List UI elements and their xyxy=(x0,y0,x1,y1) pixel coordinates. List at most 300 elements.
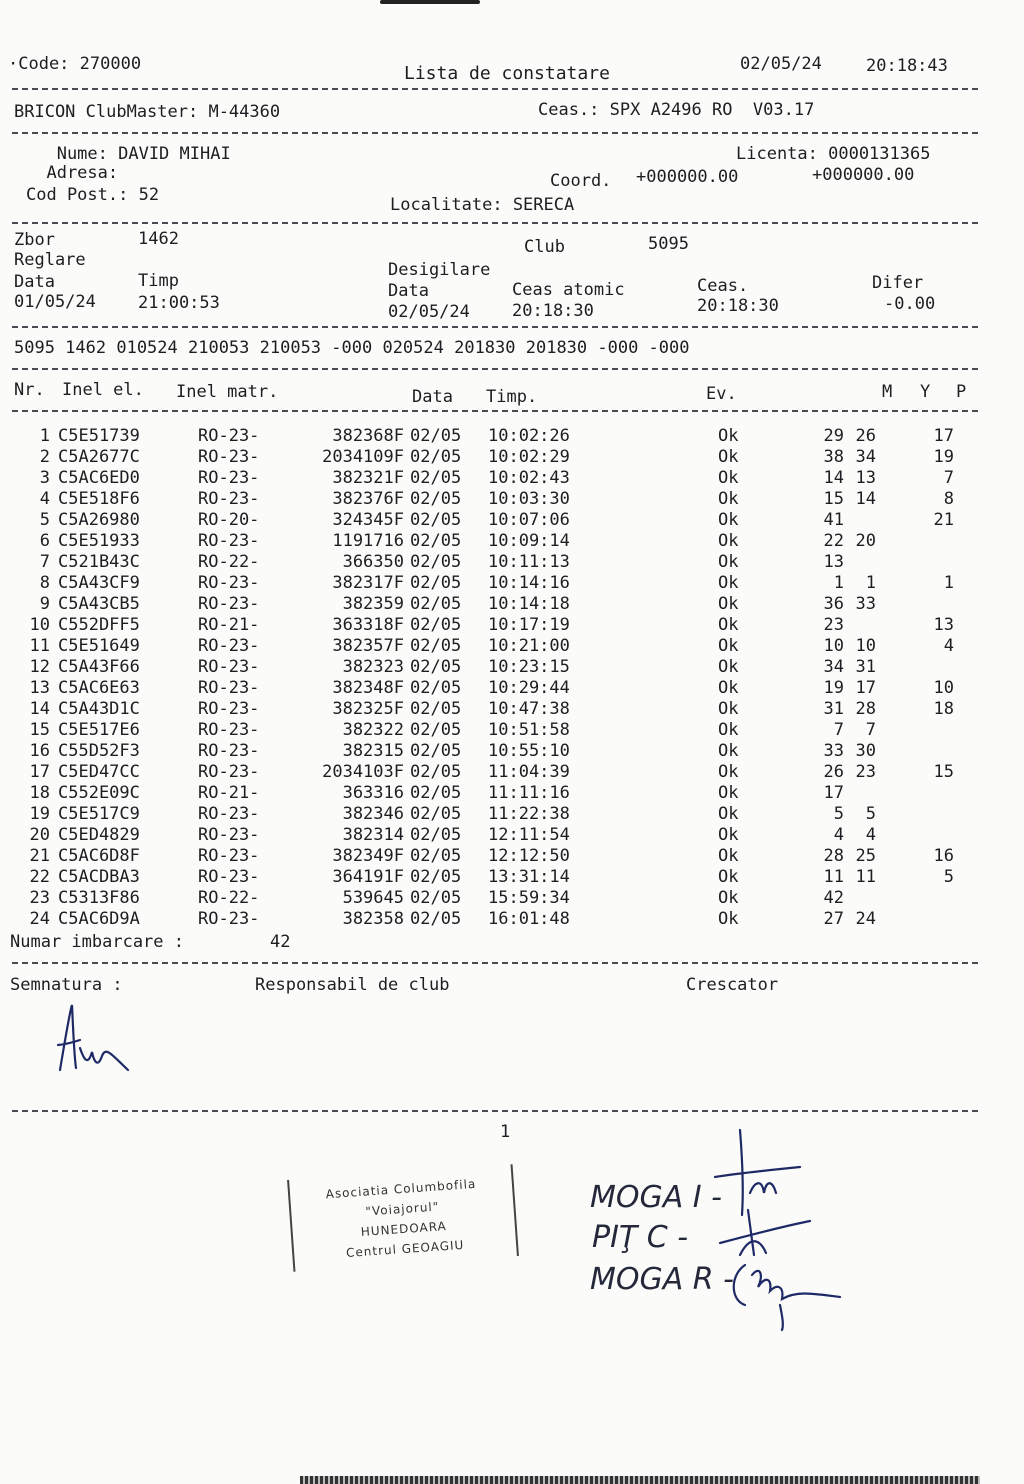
cell-inel-el: C5A43F66 xyxy=(58,657,140,677)
cell-nr: 6 xyxy=(39,531,50,551)
cell-ev: Ok xyxy=(718,762,739,782)
cell-p: 1 xyxy=(943,573,954,593)
cell-inel-el: C55D52F3 xyxy=(58,741,140,761)
cell-inel-prefix: RO-23- xyxy=(198,531,260,551)
cell-inel-prefix: RO-23- xyxy=(198,699,260,719)
cell-ev: Ok xyxy=(718,909,739,929)
cell-inel-el: C521B43C xyxy=(58,552,140,572)
cell-m: 26 xyxy=(823,762,844,782)
coord-label: Coord. xyxy=(550,171,612,191)
cell-data: 02/05 xyxy=(410,552,462,572)
reglare-label: Reglare xyxy=(14,250,86,270)
cell-data: 02/05 xyxy=(410,468,462,488)
cell-inel-number: 364191F xyxy=(332,867,404,887)
scan-top-edge xyxy=(380,0,480,4)
cell-timp: 10:11:13 xyxy=(488,552,570,572)
adresa-field: Adresa: xyxy=(26,163,119,183)
cell-p: 19 xyxy=(933,447,954,467)
table-row xyxy=(0,615,1000,636)
stamp-line-2: "Voiajorul" xyxy=(365,1199,440,1219)
cell-inel-prefix: RO-23- xyxy=(198,657,260,677)
cell-y: 11 xyxy=(855,867,876,887)
cell-nr: 18 xyxy=(29,783,50,803)
cell-nr: 20 xyxy=(29,825,50,845)
cell-ev: Ok xyxy=(718,846,739,866)
cell-inel-el: C5E517C9 xyxy=(58,804,140,824)
divider xyxy=(12,410,978,412)
cell-inel-prefix: RO-23- xyxy=(198,468,260,488)
scan-bottom-edge xyxy=(300,1476,980,1484)
cell-nr: 2 xyxy=(39,447,50,467)
cell-inel-prefix: RO-22- xyxy=(198,888,260,908)
cell-data: 02/05 xyxy=(410,489,462,509)
club-stamp xyxy=(287,1164,519,1272)
cell-data: 02/05 xyxy=(410,447,462,467)
cell-inel-el: C5A26980 xyxy=(58,510,140,530)
col-y: Y xyxy=(920,382,931,402)
cell-inel-el: C5E51739 xyxy=(58,426,140,446)
cell-nr: 24 xyxy=(29,909,50,929)
cell-timp: 10:02:29 xyxy=(488,447,570,467)
difer-value: -0.00 xyxy=(884,294,936,314)
cell-y: 7 xyxy=(865,720,876,740)
col-inel-matr: Inel matr. xyxy=(176,382,279,402)
coord-x: +000000.00 xyxy=(636,167,739,187)
crescator-label: Crescator xyxy=(686,975,779,995)
cell-m: 11 xyxy=(823,867,844,887)
cell-ev: Ok xyxy=(718,594,739,614)
cell-timp: 12:12:50 xyxy=(488,846,570,866)
cell-inel-number: 2034103F xyxy=(322,762,404,782)
cell-nr: 12 xyxy=(29,657,50,677)
cell-inel-el: C5AC6D9A xyxy=(58,909,140,929)
cell-inel-el: C5E51649 xyxy=(58,636,140,656)
col-data: Data xyxy=(412,387,453,407)
cell-ev: Ok xyxy=(718,489,739,509)
cell-inel-el: C5AC6E63 xyxy=(58,678,140,698)
col-ev: Ev. xyxy=(706,384,737,404)
cell-nr: 10 xyxy=(29,615,50,635)
cell-timp: 10:07:06 xyxy=(488,510,570,530)
cell-inel-el: C5E518F6 xyxy=(58,489,140,509)
table-row xyxy=(0,573,1000,594)
divider xyxy=(12,368,978,370)
cell-m: 28 xyxy=(823,846,844,866)
cell-inel-el: C5ED47CC xyxy=(58,762,140,782)
divider xyxy=(12,326,978,328)
cell-data: 02/05 xyxy=(410,783,462,803)
cell-nr: 14 xyxy=(29,699,50,719)
table-row xyxy=(0,909,1000,930)
cell-m: 31 xyxy=(823,699,844,719)
cell-inel-number: 382323 xyxy=(342,657,404,677)
table-row xyxy=(0,657,1000,678)
cell-inel-prefix: RO-21- xyxy=(198,615,260,635)
table-row xyxy=(0,489,1000,510)
table-row xyxy=(0,447,1000,468)
witness-1: MOGA I - xyxy=(590,1180,723,1215)
cell-inel-prefix: RO-23- xyxy=(198,741,260,761)
cell-p: 17 xyxy=(933,426,954,446)
table-row xyxy=(0,699,1000,720)
table-row xyxy=(0,825,1000,846)
zbor-label: Zbor xyxy=(14,230,55,250)
cell-y: 28 xyxy=(855,699,876,719)
cell-m: 14 xyxy=(823,468,844,488)
cell-y: 4 xyxy=(865,825,876,845)
cell-timp: 10:14:18 xyxy=(488,594,570,614)
cell-nr: 1 xyxy=(39,426,50,446)
cell-inel-prefix: RO-23- xyxy=(198,447,260,467)
cell-y: 31 xyxy=(855,657,876,677)
table-row xyxy=(0,783,1000,804)
cell-ev: Ok xyxy=(718,510,739,530)
cell-p: 4 xyxy=(943,636,954,656)
cell-inel-number: 382346 xyxy=(342,804,404,824)
ceas-value: 20:18:30 xyxy=(697,296,779,316)
cell-ev: Ok xyxy=(718,825,739,845)
clubmaster-label: BRICON ClubMaster: M-44360 xyxy=(14,102,281,122)
cell-m: 22 xyxy=(823,531,844,551)
cell-timp: 10:23:15 xyxy=(488,657,570,677)
cell-y: 17 xyxy=(855,678,876,698)
cell-y: 26 xyxy=(855,426,876,446)
cell-timp: 10:51:58 xyxy=(488,720,570,740)
responsabil-label: Responsabil de club xyxy=(255,975,450,995)
cell-data: 02/05 xyxy=(410,636,462,656)
cell-nr: 8 xyxy=(39,573,50,593)
cell-inel-number: 382359 xyxy=(342,594,404,614)
cell-data: 02/05 xyxy=(410,867,462,887)
desigilare-data-label: Data xyxy=(388,281,429,301)
cell-inel-prefix: RO-23- xyxy=(198,846,260,866)
cell-ev: Ok xyxy=(718,888,739,908)
cell-data: 02/05 xyxy=(410,678,462,698)
table-row xyxy=(0,510,1000,531)
cell-ev: Ok xyxy=(718,720,739,740)
cell-ev: Ok xyxy=(718,741,739,761)
signature-icon xyxy=(40,1000,140,1080)
cell-nr: 9 xyxy=(39,594,50,614)
cell-inel-number: 382314 xyxy=(342,825,404,845)
cell-m: 23 xyxy=(823,615,844,635)
table-row xyxy=(0,594,1000,615)
cell-y: 30 xyxy=(855,741,876,761)
cell-ev: Ok xyxy=(718,636,739,656)
cell-p: 18 xyxy=(933,699,954,719)
cell-inel-number: 382317F xyxy=(332,573,404,593)
cell-y: 34 xyxy=(855,447,876,467)
difer-label: Difer xyxy=(872,273,924,293)
cell-inel-el: C5E51933 xyxy=(58,531,140,551)
cell-timp: 12:11:54 xyxy=(488,825,570,845)
cell-m: 33 xyxy=(823,741,844,761)
table-row xyxy=(0,531,1000,552)
cell-inel-prefix: RO-23- xyxy=(198,762,260,782)
cell-y: 10 xyxy=(855,636,876,656)
table-row xyxy=(0,867,1000,888)
cell-m: 17 xyxy=(823,783,844,803)
cell-y: 33 xyxy=(855,594,876,614)
cell-data: 02/05 xyxy=(410,762,462,782)
cell-inel-prefix: RO-23- xyxy=(198,573,260,593)
cell-inel-number: 2034109F xyxy=(322,447,404,467)
cell-inel-el: C552DFF5 xyxy=(58,615,140,635)
numar-imbarcare-label: Numar imbarcare : xyxy=(10,932,184,952)
cell-ev: Ok xyxy=(718,468,739,488)
code-line: 5095 1462 010524 210053 210053 -000 020524 201830 201830 -000 -000 xyxy=(14,338,690,358)
cell-inel-el: C5AC6ED0 xyxy=(58,468,140,488)
cell-timp: 10:02:26 xyxy=(488,426,570,446)
cell-timp: 10:29:44 xyxy=(488,678,570,698)
cell-timp: 15:59:34 xyxy=(488,888,570,908)
table-row xyxy=(0,720,1000,741)
cell-data: 02/05 xyxy=(410,909,462,929)
desigilare-data: 02/05/24 xyxy=(388,302,470,322)
page-title: Lista de constatare xyxy=(404,63,610,84)
cell-timp: 13:31:14 xyxy=(488,867,570,887)
cell-m: 38 xyxy=(823,447,844,467)
cell-inel-prefix: RO-23- xyxy=(198,804,260,824)
cell-inel-el: C5A43D1C xyxy=(58,699,140,719)
cell-inel-prefix: RO-23- xyxy=(198,867,260,887)
ceas-atomic-value: 20:18:30 xyxy=(512,301,594,321)
cod-post-field: Cod Post.: 52 xyxy=(26,185,160,205)
divider xyxy=(12,132,978,134)
cell-inel-number: 539645 xyxy=(342,888,404,908)
cell-nr: 15 xyxy=(29,720,50,740)
zbor-value: 1462 xyxy=(138,229,179,249)
witness-signatures-icon xyxy=(700,1115,880,1335)
cell-data: 02/05 xyxy=(410,888,462,908)
cell-nr: 4 xyxy=(39,489,50,509)
cell-m: 19 xyxy=(823,678,844,698)
cell-inel-number: 382321F xyxy=(332,468,404,488)
club-value: 5095 xyxy=(648,234,689,254)
numar-imbarcare-value: 42 xyxy=(270,932,291,952)
cell-y: 23 xyxy=(855,762,876,782)
cell-m: 27 xyxy=(823,909,844,929)
cell-inel-prefix: RO-23- xyxy=(198,678,260,698)
cell-m: 15 xyxy=(823,489,844,509)
table-row xyxy=(0,741,1000,762)
cell-inel-prefix: RO-23- xyxy=(198,636,260,656)
cell-data: 02/05 xyxy=(410,720,462,740)
cell-ev: Ok xyxy=(718,447,739,467)
reglare-timp: 21:00:53 xyxy=(138,293,220,313)
coord-y: +000000.00 xyxy=(812,165,915,185)
cell-nr: 22 xyxy=(29,867,50,887)
cell-inel-number: 324345F xyxy=(332,510,404,530)
cell-inel-el: C5313F86 xyxy=(58,888,140,908)
cell-inel-number: 1191716 xyxy=(332,531,404,551)
cell-inel-el: C5ACDBA3 xyxy=(58,867,140,887)
header-time: 20:18:43 xyxy=(866,56,948,76)
cell-m: 41 xyxy=(823,510,844,530)
cell-ev: Ok xyxy=(718,531,739,551)
cell-inel-number: 382376F xyxy=(332,489,404,509)
nume-field: Nume: DAVID MIHAI xyxy=(26,144,231,164)
table-row xyxy=(0,636,1000,657)
cell-timp: 11:22:38 xyxy=(488,804,570,824)
cell-inel-number: 382357F xyxy=(332,636,404,656)
cell-timp: 11:11:16 xyxy=(488,783,570,803)
cell-m: 7 xyxy=(833,720,844,740)
cell-y: 25 xyxy=(855,846,876,866)
cell-data: 02/05 xyxy=(410,846,462,866)
cell-nr: 16 xyxy=(29,741,50,761)
cell-inel-prefix: RO-23- xyxy=(198,909,260,929)
header-date: 02/05/24 xyxy=(740,54,822,74)
cell-nr: 23 xyxy=(29,888,50,908)
club-label: Club xyxy=(524,237,565,257)
cell-y: 24 xyxy=(855,909,876,929)
cell-ev: Ok xyxy=(718,657,739,677)
cell-ev: Ok xyxy=(718,615,739,635)
cell-data: 02/05 xyxy=(410,699,462,719)
cell-inel-number: 382325F xyxy=(332,699,404,719)
reglare-data: 01/05/24 xyxy=(14,292,96,312)
cell-y: 13 xyxy=(855,468,876,488)
cell-inel-number: 363316 xyxy=(342,783,404,803)
table-row xyxy=(0,552,1000,573)
cell-inel-number: 382349F xyxy=(332,846,404,866)
cell-y: 14 xyxy=(855,489,876,509)
stamp-line-4: Centrul GEOAGIU xyxy=(345,1237,465,1261)
cell-nr: 11 xyxy=(29,636,50,656)
cell-data: 02/05 xyxy=(410,741,462,761)
stamp-line-3: HUNEDOARA xyxy=(360,1218,448,1239)
cell-m: 29 xyxy=(823,426,844,446)
col-inel-el: Inel el. xyxy=(62,380,144,400)
cell-inel-el: C5E517E6 xyxy=(58,720,140,740)
cell-inel-el: C5ED4829 xyxy=(58,825,140,845)
cell-p: 10 xyxy=(933,678,954,698)
cell-ev: Ok xyxy=(718,783,739,803)
cell-p: 15 xyxy=(933,762,954,782)
cell-p: 7 xyxy=(943,468,954,488)
cell-ev: Ok xyxy=(718,867,739,887)
cell-nr: 13 xyxy=(29,678,50,698)
table-row xyxy=(0,678,1000,699)
divider xyxy=(12,222,978,224)
cell-inel-el: C5A43CB5 xyxy=(58,594,140,614)
code-label: ·Code: 270000 xyxy=(8,54,142,74)
cell-m: 1 xyxy=(833,573,844,593)
cell-inel-number: 382348F xyxy=(332,678,404,698)
cell-nr: 3 xyxy=(39,468,50,488)
cell-data: 02/05 xyxy=(410,573,462,593)
ceas-atomic-label: Ceas atomic xyxy=(512,280,625,300)
cell-m: 4 xyxy=(833,825,844,845)
cell-m: 34 xyxy=(823,657,844,677)
cell-ev: Ok xyxy=(718,699,739,719)
cell-p: 16 xyxy=(933,846,954,866)
cell-m: 10 xyxy=(823,636,844,656)
cell-nr: 21 xyxy=(29,846,50,866)
cell-ev: Ok xyxy=(718,426,739,446)
cell-inel-el: C5A2677C xyxy=(58,447,140,467)
cell-inel-el: C552E09C xyxy=(58,783,140,803)
cell-inel-prefix: RO-23- xyxy=(198,426,260,446)
cell-ev: Ok xyxy=(718,804,739,824)
cell-data: 02/05 xyxy=(410,615,462,635)
cell-m: 5 xyxy=(833,804,844,824)
cell-nr: 7 xyxy=(39,552,50,572)
divider xyxy=(12,88,978,90)
cell-p: 13 xyxy=(933,615,954,635)
cell-inel-number: 382315 xyxy=(342,741,404,761)
cell-inel-prefix: RO-22- xyxy=(198,552,260,572)
table-row xyxy=(0,468,1000,489)
cell-y: 5 xyxy=(865,804,876,824)
table-row xyxy=(0,888,1000,909)
witness-2: PIŢ C - xyxy=(592,1220,689,1255)
cell-inel-number: 382368F xyxy=(332,426,404,446)
localitate-field: Localitate: SERECA xyxy=(390,195,575,215)
cell-inel-prefix: RO-23- xyxy=(198,594,260,614)
cell-data: 02/05 xyxy=(410,510,462,530)
cell-m: 13 xyxy=(823,552,844,572)
licenta-field: Licenta: 0000131365 xyxy=(736,144,931,164)
cell-nr: 17 xyxy=(29,762,50,782)
desigilare-label: Desigilare xyxy=(388,260,491,280)
cell-y: 1 xyxy=(865,573,876,593)
cell-data: 02/05 xyxy=(410,594,462,614)
cell-timp: 16:01:48 xyxy=(488,909,570,929)
col-nr: Nr. xyxy=(14,380,45,400)
cell-inel-number: 363318F xyxy=(332,615,404,635)
cell-timp: 10:02:43 xyxy=(488,468,570,488)
ceas-label: Ceas. xyxy=(697,276,749,296)
ceas-device-label: Ceas.: SPX A2496 RO V03.17 xyxy=(538,100,815,120)
cell-timp: 10:17:19 xyxy=(488,615,570,635)
cell-nr: 19 xyxy=(29,804,50,824)
reglare-data-label: Data xyxy=(14,272,55,292)
col-p: P xyxy=(956,382,967,402)
cell-p: 21 xyxy=(933,510,954,530)
table-row xyxy=(0,426,1000,447)
cell-ev: Ok xyxy=(718,552,739,572)
cell-timp: 10:14:16 xyxy=(488,573,570,593)
cell-inel-el: C5AC6D8F xyxy=(58,846,140,866)
table-row xyxy=(0,846,1000,867)
cell-inel-prefix: RO-23- xyxy=(198,720,260,740)
cell-data: 02/05 xyxy=(410,804,462,824)
cell-nr: 5 xyxy=(39,510,50,530)
cell-inel-prefix: RO-21- xyxy=(198,783,260,803)
semnatura-label: Semnatura : xyxy=(10,975,123,995)
stamp-line-1: Asociatia Columbofila xyxy=(325,1176,477,1202)
col-timp: Timp. xyxy=(486,387,538,407)
cell-inel-prefix: RO-23- xyxy=(198,825,260,845)
divider xyxy=(12,1110,978,1112)
cell-timp: 10:47:38 xyxy=(488,699,570,719)
cell-data: 02/05 xyxy=(410,531,462,551)
table-row xyxy=(0,804,1000,825)
cell-inel-number: 382322 xyxy=(342,720,404,740)
cell-m: 36 xyxy=(823,594,844,614)
cell-timp: 11:04:39 xyxy=(488,762,570,782)
cell-timp: 10:09:14 xyxy=(488,531,570,551)
cell-y: 20 xyxy=(855,531,876,551)
cell-inel-prefix: RO-20- xyxy=(198,510,260,530)
cell-data: 02/05 xyxy=(410,657,462,677)
cell-data: 02/05 xyxy=(410,426,462,446)
cell-timp: 10:21:00 xyxy=(488,636,570,656)
cell-inel-el: C5A43CF9 xyxy=(58,573,140,593)
cell-inel-number: 382358 xyxy=(342,909,404,929)
